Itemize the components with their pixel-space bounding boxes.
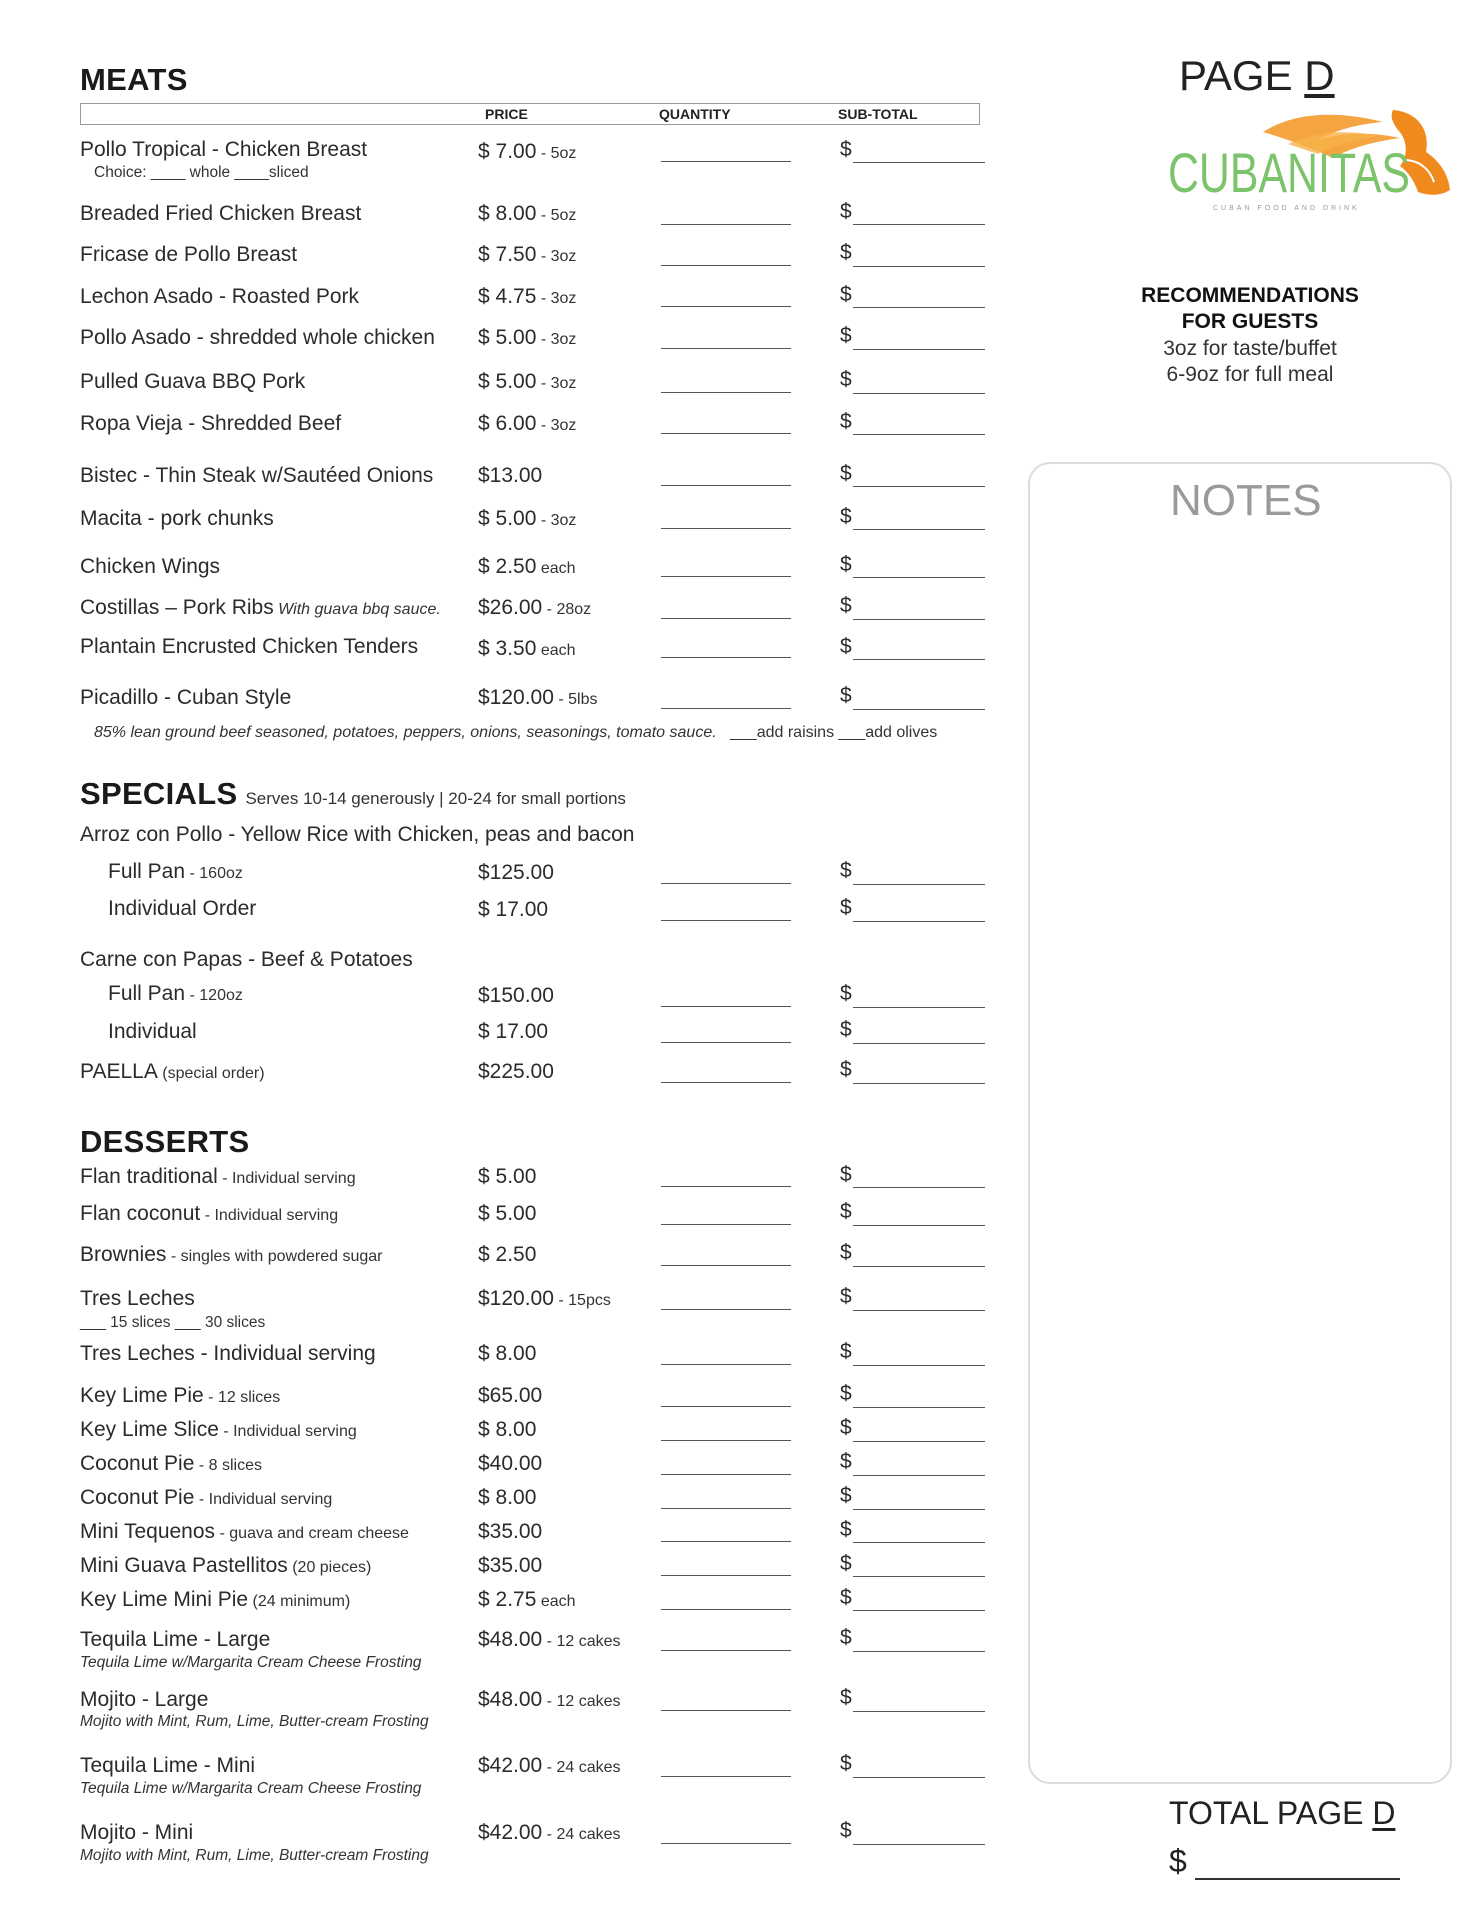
quantity-input[interactable] — [661, 1364, 791, 1365]
subtotal-dollar-sign: $ — [840, 283, 852, 306]
quantity-input[interactable] — [661, 528, 791, 529]
subtotal-header: SUB-TOTAL — [838, 106, 918, 122]
item-price: $ 8.00 — [478, 1342, 537, 1365]
quantity-input[interactable] — [661, 348, 791, 349]
item-description: Mojito with Mint, Rum, Lime, Butter-cream Frosting — [80, 1847, 429, 1864]
item-name: Breaded Fried Chicken Breast — [80, 202, 362, 225]
picadillo-note: 85% lean ground beef seasoned, potatoes, peppers, onions, seasonings, tomato sauce. ___add raisins ___add olives — [94, 724, 938, 741]
quantity-input[interactable] — [661, 433, 791, 434]
arroz-title: Arroz con Pollo - Yellow Rice with Chicken, peas and bacon — [80, 823, 635, 846]
subtotal-dollar-sign: $ — [840, 1752, 852, 1775]
subtotal-input[interactable] — [853, 224, 985, 225]
item-price: $ 2.50 each — [478, 555, 576, 578]
subtotal-dollar-sign: $ — [840, 1416, 852, 1439]
item-name: Plantain Encrusted Chicken Tenders — [80, 635, 419, 658]
subtotal-dollar-sign: $ — [840, 1241, 852, 1264]
item-price: $35.00 — [478, 1520, 543, 1543]
subtotal-dollar-sign: $ — [840, 138, 852, 161]
item-price: $35.00 — [478, 1554, 543, 1577]
subtotal-input[interactable] — [853, 162, 985, 163]
item-name: Flan traditional - Individual serving — [80, 1165, 356, 1188]
item-price: $ 5.00 — [478, 1202, 537, 1225]
item-price: $ 4.75 - 3oz — [478, 285, 577, 308]
subtotal-dollar-sign: $ — [840, 635, 852, 658]
subtotal-input[interactable] — [853, 1610, 985, 1611]
item-name: Pollo Asado - shredded whole chicken — [80, 326, 435, 349]
subtotal-dollar-sign: $ — [840, 1484, 852, 1507]
item-name: PAELLA (special order) — [80, 1060, 265, 1083]
item-price: $ 2.75 each — [478, 1588, 576, 1611]
quantity-input[interactable] — [661, 1541, 791, 1542]
subtotal-input[interactable] — [853, 1225, 985, 1226]
item-name: Full Pan - 120oz — [108, 982, 243, 1005]
item-price: $26.00 - 28oz — [478, 596, 592, 619]
subtotal-input[interactable] — [853, 1542, 985, 1543]
item-price: $42.00 - 24 cakes — [478, 1754, 621, 1777]
item-name: Mojito - Mini — [80, 1821, 194, 1844]
quantity-input[interactable] — [661, 1575, 791, 1576]
subtotal-input[interactable] — [853, 1043, 985, 1044]
quantity-input[interactable] — [661, 1406, 791, 1407]
item-name: Coconut Pie - Individual serving — [80, 1486, 333, 1509]
item-name: Tres Leches — [80, 1287, 195, 1310]
recommendation-line: 6-9oz for full meal — [1166, 363, 1334, 386]
subtotal-dollar-sign: $ — [840, 1382, 852, 1405]
item-price: $48.00 - 12 cakes — [478, 1688, 621, 1711]
meats-title: MEATS — [80, 62, 188, 97]
quantity-input[interactable] — [661, 161, 791, 162]
item-name: Full Pan - 160oz — [108, 860, 243, 883]
subtotal-dollar-sign: $ — [840, 462, 852, 485]
quantity-input[interactable] — [661, 920, 791, 921]
item-description: Mojito with Mint, Rum, Lime, Butter-cream Frosting — [80, 1713, 429, 1730]
item-price: $225.00 — [478, 1060, 554, 1083]
subtotal-dollar-sign: $ — [840, 1340, 852, 1363]
price-header: PRICE — [485, 106, 528, 122]
item-price: $ 2.50 — [478, 1243, 537, 1266]
item-price: $ 5.00 - 3oz — [478, 370, 577, 393]
subtotal-dollar-sign: $ — [840, 1819, 852, 1842]
quantity-input[interactable] — [661, 1042, 791, 1043]
subtotal-input[interactable] — [853, 1407, 985, 1408]
item-price: $150.00 — [478, 984, 554, 1007]
quantity-input[interactable] — [661, 657, 791, 658]
subtotal-dollar-sign: $ — [840, 859, 852, 882]
subtotal-input[interactable] — [853, 434, 985, 435]
subtotal-dollar-sign: $ — [840, 241, 852, 264]
item-name: Mini Guava Pastellitos (20 pieces) — [80, 1554, 372, 1577]
subtotal-input[interactable] — [853, 577, 985, 578]
item-price: $13.00 — [478, 464, 543, 487]
quantity-input[interactable] — [661, 883, 791, 884]
quantity-input[interactable] — [661, 576, 791, 577]
subtotal-input[interactable] — [853, 1777, 985, 1778]
subtotal-input[interactable] — [853, 529, 985, 530]
notes-title: NOTES — [1170, 476, 1322, 525]
quantity-input[interactable] — [661, 1186, 791, 1187]
subtotal-input[interactable] — [853, 486, 985, 487]
item-price: $ 17.00 — [478, 898, 549, 921]
item-price: $ 17.00 — [478, 1020, 549, 1043]
item-price: $ 7.00 - 5oz — [478, 140, 577, 163]
subtotal-input[interactable] — [853, 1083, 985, 1084]
total-dollar-sign: $ — [1169, 1843, 1187, 1879]
subtotal-dollar-sign: $ — [840, 1200, 852, 1223]
subtotal-input[interactable] — [853, 1844, 985, 1845]
item-price: $ 5.00 - 3oz — [478, 326, 577, 349]
item-name: Mini Tequenos - guava and cream cheese — [80, 1520, 409, 1543]
subtotal-input[interactable] — [853, 659, 985, 660]
quantity-input[interactable] — [661, 1440, 791, 1441]
item-price: $ 7.50 - 3oz — [478, 243, 577, 266]
choice-line: Choice: ____ whole ____sliced — [94, 164, 309, 181]
item-price: $ 5.00 - 3oz — [478, 507, 577, 530]
quantity-input[interactable] — [661, 1710, 791, 1711]
item-name: Tequila Lime - Large — [80, 1628, 271, 1651]
subtotal-dollar-sign: $ — [840, 1586, 852, 1609]
notes-box[interactable] — [1028, 462, 1452, 1784]
item-price: $48.00 - 12 cakes — [478, 1628, 621, 1651]
subtotal-input[interactable] — [853, 1711, 985, 1712]
item-price: $ 3.50 each — [478, 637, 576, 660]
quantity-input[interactable] — [661, 306, 791, 307]
subtotal-input[interactable] — [853, 349, 985, 350]
subtotal-dollar-sign: $ — [840, 1163, 852, 1186]
item-price: $ 5.00 — [478, 1165, 537, 1188]
item-name: Pulled Guava BBQ Pork — [80, 370, 306, 393]
quantity-input[interactable] — [661, 265, 791, 266]
quantity-input[interactable] — [661, 1843, 791, 1844]
subtotal-dollar-sign: $ — [840, 1552, 852, 1575]
quantity-input[interactable] — [661, 1474, 791, 1475]
subtotal-dollar-sign: $ — [840, 1686, 852, 1709]
item-price: $120.00 - 15pcs — [478, 1287, 611, 1310]
subtotal-dollar-sign: $ — [840, 896, 852, 919]
item-name: Picadillo - Cuban Style — [80, 686, 292, 709]
item-name: Key Lime Mini Pie (24 minimum) — [80, 1588, 351, 1611]
subtotal-input[interactable] — [853, 709, 985, 710]
item-name: Macita - pork chunks — [80, 507, 274, 530]
subtotal-input[interactable] — [853, 619, 985, 620]
subtotal-input[interactable] — [853, 1310, 985, 1311]
carne-title: Carne con Papas - Beef & Potatoes — [80, 948, 413, 971]
cubanitas-logo — [1168, 100, 1458, 230]
item-description: Tequila Lime w/Margarita Cream Cheese Frosting — [80, 1780, 422, 1797]
quantity-input[interactable] — [661, 1006, 791, 1007]
subtotal-dollar-sign: $ — [840, 324, 852, 347]
subtotal-input[interactable] — [853, 1509, 985, 1510]
item-price: $ 8.00 - 5oz — [478, 202, 577, 225]
subtotal-dollar-sign: $ — [840, 1450, 852, 1473]
specials-note: Serves 10-14 generously | 20-24 for small portions — [245, 789, 626, 808]
subtotal-input[interactable] — [853, 393, 985, 394]
subtotal-dollar-sign: $ — [840, 368, 852, 391]
quantity-input[interactable] — [661, 1609, 791, 1610]
item-name: Pollo Tropical - Chicken Breast — [80, 138, 368, 161]
desserts-title: DESSERTS — [80, 1124, 250, 1159]
item-price: $120.00 - 5lbs — [478, 686, 598, 709]
subtotal-input[interactable] — [853, 1007, 985, 1008]
subtotal-input[interactable] — [853, 1441, 985, 1442]
subtotal-dollar-sign: $ — [840, 1626, 852, 1649]
subtotal-dollar-sign: $ — [840, 1518, 852, 1541]
subtotal-dollar-sign: $ — [840, 982, 852, 1005]
item-name: Ropa Vieja - Shredded Beef — [80, 412, 342, 435]
recommendations-title-2: FOR GUESTS — [1181, 310, 1319, 333]
item-price: $125.00 — [478, 861, 554, 884]
item-description: Tequila Lime w/Margarita Cream Cheese Frosting — [80, 1654, 422, 1671]
quantity-input[interactable] — [661, 1224, 791, 1225]
subtotal-dollar-sign: $ — [840, 505, 852, 528]
item-price: $65.00 — [478, 1384, 543, 1407]
item-name: Tequila Lime - Mini — [80, 1754, 256, 1777]
recommendations-title: RECOMMENDATIONS — [1141, 284, 1359, 307]
item-name: Chicken Wings — [80, 555, 221, 578]
svg-text:CUBAN FOOD AND DRINK: CUBAN FOOD AND DRINK — [1213, 205, 1360, 212]
quantity-input[interactable] — [661, 1309, 791, 1310]
item-name: Individual — [108, 1020, 197, 1043]
total-page-label: TOTAL PAGE D — [1169, 1795, 1396, 1831]
subtotal-dollar-sign: $ — [840, 1058, 852, 1081]
subtotal-dollar-sign: $ — [840, 553, 852, 576]
column-header — [80, 103, 980, 125]
page-label: PAGE D — [1179, 52, 1335, 99]
item-name: Flan coconut - Individual serving — [80, 1202, 339, 1225]
quantity-input[interactable] — [661, 1265, 791, 1266]
subtotal-input[interactable] — [853, 884, 985, 885]
quantity-input[interactable] — [661, 1776, 791, 1777]
item-name: Bistec - Thin Steak w/Sautéed Onions — [80, 464, 434, 487]
subtotal-input[interactable] — [853, 1266, 985, 1267]
specials-title: SPECIALS Serves 10-14 generously | 20-24 for small portions — [80, 776, 626, 811]
subtotal-dollar-sign: $ — [840, 684, 852, 707]
subtotal-input[interactable] — [853, 921, 985, 922]
subtotal-input[interactable] — [853, 307, 985, 308]
item-name: Key Lime Slice - Individual serving — [80, 1418, 357, 1441]
item-name: Brownies - singles with powdered sugar — [80, 1243, 383, 1266]
subtotal-input[interactable] — [853, 1576, 985, 1577]
item-name: Mojito - Large — [80, 1688, 209, 1711]
item-name: Tres Leches - Individual serving — [80, 1342, 376, 1365]
quantity-input[interactable] — [661, 224, 791, 225]
subtotal-dollar-sign: $ — [840, 1285, 852, 1308]
quantity-input[interactable] — [661, 618, 791, 619]
item-price: $ 8.00 — [478, 1418, 537, 1441]
total-input[interactable] — [1195, 1878, 1400, 1880]
slices-choice: ___ 15 slices ___ 30 slices — [80, 1314, 266, 1331]
recommendation-line: 3oz for taste/buffet — [1163, 337, 1337, 360]
svg-text:CUBANITAS: CUBANITAS — [1168, 141, 1410, 204]
subtotal-input[interactable] — [853, 266, 985, 267]
item-name: Coconut Pie - 8 slices — [80, 1452, 262, 1475]
subtotal-input[interactable] — [853, 1651, 985, 1652]
item-price: $42.00 - 24 cakes — [478, 1821, 621, 1844]
quantity-input[interactable] — [661, 1508, 791, 1509]
quantity-input[interactable] — [661, 485, 791, 486]
quantity-input[interactable] — [661, 708, 791, 709]
item-price: $40.00 — [478, 1452, 543, 1475]
item-price: $ 8.00 — [478, 1486, 537, 1509]
subtotal-input[interactable] — [853, 1365, 985, 1366]
item-name: Costillas – Pork Ribs With guava bbq sauce. — [80, 596, 441, 619]
item-name: Fricase de Pollo Breast — [80, 243, 298, 266]
subtotal-input[interactable] — [853, 1475, 985, 1476]
quantity-header: QUANTITY — [659, 106, 731, 122]
subtotal-dollar-sign: $ — [840, 594, 852, 617]
quantity-input[interactable] — [661, 1650, 791, 1651]
subtotal-input[interactable] — [853, 1187, 985, 1188]
item-name: Lechon Asado - Roasted Pork — [80, 285, 360, 308]
item-name: Key Lime Pie - 12 slices — [80, 1384, 281, 1407]
item-name: Individual Order — [108, 897, 257, 920]
quantity-input[interactable] — [661, 392, 791, 393]
quantity-input[interactable] — [661, 1082, 791, 1083]
item-price: $ 6.00 - 3oz — [478, 412, 577, 435]
subtotal-dollar-sign: $ — [840, 1018, 852, 1041]
subtotal-dollar-sign: $ — [840, 410, 852, 433]
subtotal-dollar-sign: $ — [840, 200, 852, 223]
